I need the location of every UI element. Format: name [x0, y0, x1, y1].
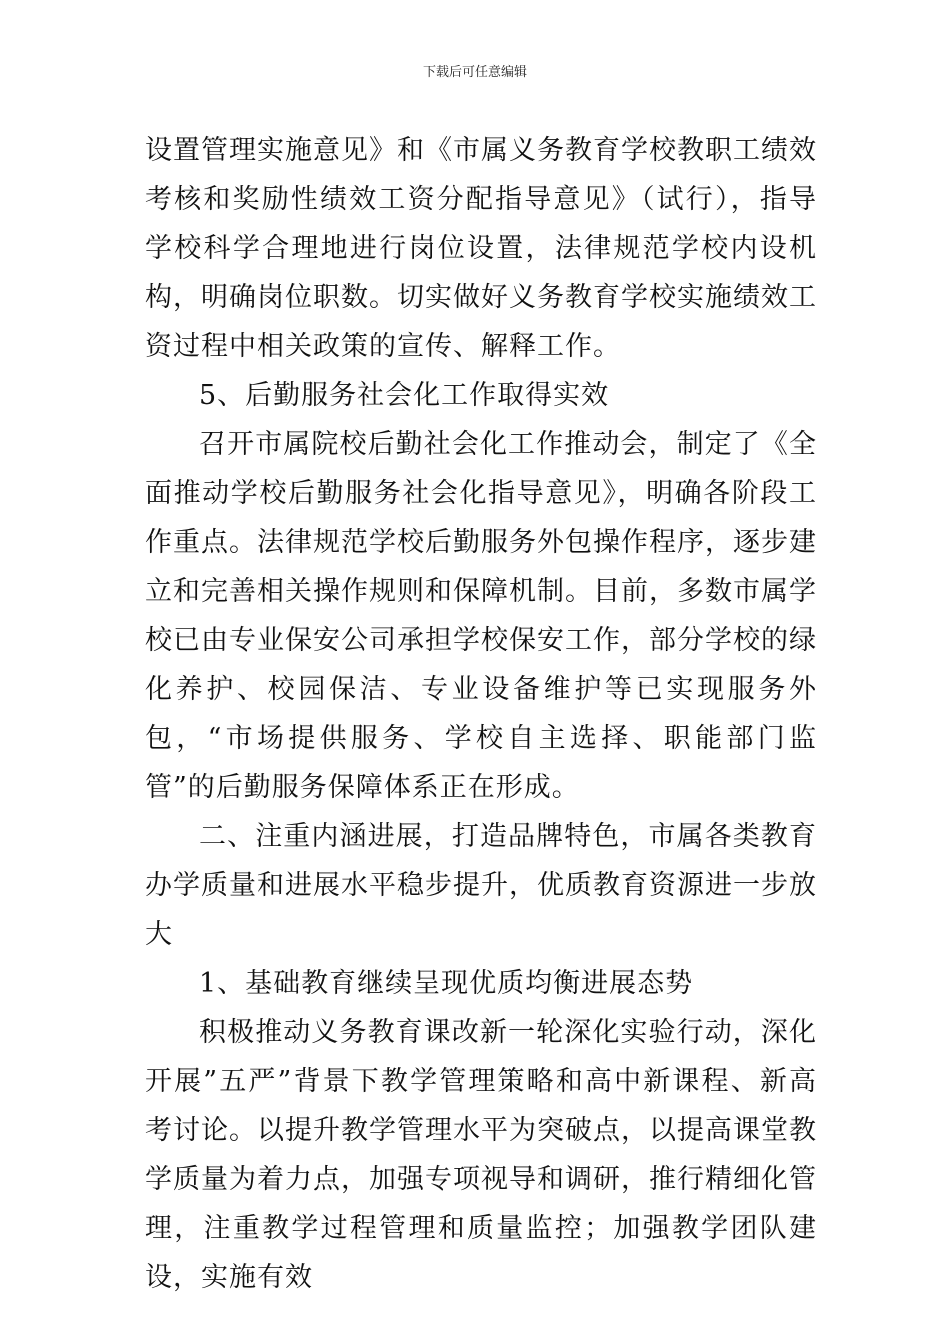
section-heading-5: 5、后勤服务社会化工作取得实效	[199, 380, 610, 411]
paragraph-continuation: 设置管理实施意见》和《市属义务教育学校教职工绩效考核和奖励性绩效工资分配指导意见》（试行），指导学校科学合理地进行岗位设置，法律规范学校内设机构，明确岗位职数。切实做好义务教育学校实施绩效工资过程中相关政策的宣传、解释工作。	[145, 135, 817, 362]
paragraph-logistics: 召开市属院校后勤社会化工作推动会，制定了《全面推动学校后勤服务社会化指导意见》，明确各阶段工作重点。法律规范学校后勤服务外包操作程序，逐步建立和完善相关操作规则和保障机制。目前，多数市属学校已由专业保安公司承担学校保安工作，部分学校的绿化养护、校园保洁、专业设备维护等已实现服务外包，“市场提供服务、学校自主选择、职能部门监管”的后勤服务保障体系正在形成。	[145, 429, 817, 803]
document-body	[145, 126, 817, 1302]
section-heading-2: 二、注重内涵进展，打造品牌特色，市属各类教育办学质量和进展水平稳步提升，优质教育资源进一步放大	[145, 821, 817, 950]
paragraph-basic-education: 积极推动义务教育课改新一轮深化实验行动，深化开展”五严”背景下教学管理策略和高中新课程、新高考讨论。以提升教学管理水平为突破点，以提高课堂教学质量为着力点，加强专项视导和调研，推行精细化管理，注重教学过程管理和质量监控；加强教学团队建设，实施有效	[145, 1017, 817, 1293]
subsection-heading-1: 1、基础教育继续呈现优质均衡进展态势	[199, 968, 694, 999]
page-header: 下载后可任意编辑	[422, 65, 527, 80]
